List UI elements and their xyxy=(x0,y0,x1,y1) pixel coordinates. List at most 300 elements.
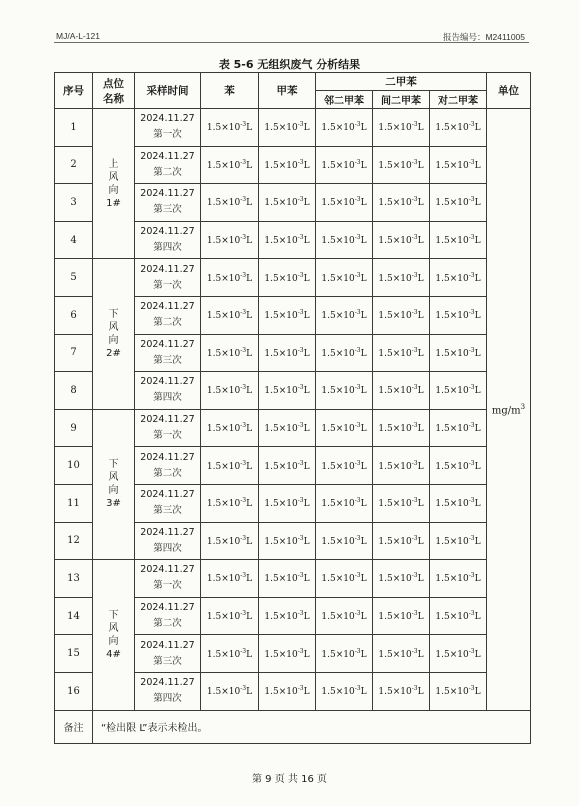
cell-o-xylene-value xyxy=(316,109,373,147)
value-exponent: -3 xyxy=(297,647,304,655)
value-base: 1.5×10 xyxy=(206,461,241,472)
cell-o-xylene-value xyxy=(316,259,373,297)
cell-sampling-time xyxy=(135,296,201,334)
cell-m-xylene-value xyxy=(373,447,430,485)
value-base: 1.5×10 xyxy=(206,574,241,585)
value-exponent: -3 xyxy=(354,610,361,618)
value-suffix: L xyxy=(303,160,310,171)
cell-p-xylene-value xyxy=(430,672,487,710)
value-exponent: -3 xyxy=(297,309,304,317)
value-suffix: L xyxy=(474,461,481,472)
cell-p-xylene-value xyxy=(430,635,487,673)
location-label-line: 向 xyxy=(108,335,119,347)
value-base: 1.5×10 xyxy=(264,499,298,510)
value-suffix: L xyxy=(246,160,253,171)
value-suffix: L xyxy=(360,649,367,660)
cell-m-xylene-value xyxy=(373,372,430,410)
value-exponent: -3 xyxy=(411,196,418,204)
unit-base: mg/m xyxy=(491,404,521,416)
value-suffix: L xyxy=(303,236,310,247)
value-suffix: L xyxy=(246,273,253,284)
cell-m-xylene-value xyxy=(373,334,430,372)
value-base: 1.5×10 xyxy=(264,236,298,247)
cell-seq: 14 xyxy=(55,597,93,635)
cell-benzene-value xyxy=(201,334,259,372)
value-base: 1.5×10 xyxy=(378,649,412,660)
location-label-line: 风 xyxy=(108,322,119,334)
value-exponent: -3 xyxy=(411,121,418,129)
value-base: 1.5×10 xyxy=(321,649,355,660)
value-exponent: -3 xyxy=(468,346,475,354)
sampling-round: 第二次 xyxy=(153,166,182,178)
report-number: 报告编号：M2411005 xyxy=(442,32,525,42)
value-suffix: L xyxy=(417,311,424,322)
value-exponent: -3 xyxy=(411,271,418,279)
value-base: 1.5×10 xyxy=(206,311,241,322)
cell-seq: 10 xyxy=(55,447,93,485)
value-base: 1.5×10 xyxy=(435,311,469,322)
value-suffix: L xyxy=(417,612,424,623)
cell-toluene-value xyxy=(259,221,316,259)
value-base: 1.5×10 xyxy=(378,536,412,547)
value-base: 1.5×10 xyxy=(378,236,412,247)
cell-m-xylene-value xyxy=(373,221,430,259)
value-suffix: L xyxy=(303,574,310,585)
cell-seq: 16 xyxy=(55,672,93,710)
value-suffix: L xyxy=(360,236,367,247)
value-base: 1.5×10 xyxy=(321,499,355,510)
value-suffix: L xyxy=(417,348,424,359)
value-base: 1.5×10 xyxy=(378,424,412,435)
value-suffix: L xyxy=(417,386,424,397)
value-base: 1.5×10 xyxy=(321,123,355,134)
value-base: 1.5×10 xyxy=(378,574,412,585)
cell-p-xylene-value xyxy=(430,484,487,522)
cell-seq: 5 xyxy=(55,259,93,297)
cell-p-xylene-value xyxy=(430,259,487,297)
cell-toluene-value xyxy=(259,522,316,560)
cell-m-xylene-value xyxy=(373,672,430,710)
value-base: 1.5×10 xyxy=(206,499,241,510)
value-exponent: -3 xyxy=(240,534,247,542)
value-suffix: L xyxy=(246,424,253,435)
value-exponent: -3 xyxy=(354,647,361,655)
value-exponent: -3 xyxy=(240,309,247,317)
col-point-header-line2: 名称 xyxy=(103,92,124,105)
cell-toluene-value xyxy=(259,296,316,334)
location-label-line: 风 xyxy=(108,171,119,183)
value-suffix: L xyxy=(360,424,367,435)
value-base: 1.5×10 xyxy=(435,198,469,209)
value-suffix: L xyxy=(303,311,310,322)
cell-benzene-value xyxy=(201,184,259,222)
cell-p-xylene-value xyxy=(430,372,487,410)
results-table xyxy=(54,72,531,744)
cell-benzene-value xyxy=(201,560,259,598)
value-base: 1.5×10 xyxy=(378,160,412,171)
cell-o-xylene-value xyxy=(316,635,373,673)
cell-location xyxy=(93,409,135,559)
value-suffix: L xyxy=(246,536,253,547)
cell-o-xylene-value xyxy=(316,484,373,522)
value-exponent: -3 xyxy=(354,346,361,354)
value-exponent: -3 xyxy=(411,346,418,354)
value-suffix: L xyxy=(474,424,481,435)
value-base: 1.5×10 xyxy=(435,160,469,171)
col-time-header: 采样时间 xyxy=(135,73,201,109)
cell-seq: 9 xyxy=(55,409,93,447)
cell-p-xylene-value xyxy=(430,447,487,485)
cell-sampling-time xyxy=(135,409,201,447)
cell-m-xylene-value xyxy=(373,184,430,222)
value-exponent: -3 xyxy=(411,534,418,542)
results-body xyxy=(55,109,531,711)
sampling-date: 2024.11.27 xyxy=(140,639,195,651)
sampling-date: 2024.11.27 xyxy=(140,263,195,275)
page-number: 第 9 页 共 16 页 xyxy=(252,774,327,785)
value-base: 1.5×10 xyxy=(378,687,412,698)
value-exponent: -3 xyxy=(468,309,475,317)
value-exponent: -3 xyxy=(354,234,361,242)
cell-o-xylene-value xyxy=(316,409,373,447)
value-exponent: -3 xyxy=(354,685,361,693)
value-exponent: -3 xyxy=(297,610,304,618)
location-label-line: 向 xyxy=(108,485,119,497)
cell-m-xylene-value xyxy=(373,259,430,297)
document-code: MJ/A-L-121 xyxy=(56,31,100,41)
value-exponent: -3 xyxy=(468,271,475,279)
cell-o-xylene-value xyxy=(316,597,373,635)
cell-p-xylene-value xyxy=(430,221,487,259)
cell-o-xylene-value xyxy=(316,334,373,372)
value-exponent: -3 xyxy=(468,685,475,693)
value-exponent: -3 xyxy=(297,572,304,580)
location-label-line: 2# xyxy=(106,348,121,360)
cell-p-xylene-value xyxy=(430,296,487,334)
location-label-line: 向 xyxy=(108,635,119,647)
value-exponent: -3 xyxy=(297,121,304,129)
value-suffix: L xyxy=(303,424,310,435)
value-base: 1.5×10 xyxy=(435,536,469,547)
col-xylene-header: 二甲苯 xyxy=(316,73,487,91)
value-base: 1.5×10 xyxy=(206,649,241,660)
value-suffix: L xyxy=(360,311,367,322)
cell-benzene-value xyxy=(201,522,259,560)
cell-sampling-time xyxy=(135,146,201,184)
table-row xyxy=(55,560,531,598)
value-exponent: -3 xyxy=(240,196,247,204)
value-base: 1.5×10 xyxy=(435,123,469,134)
cell-o-xylene-value xyxy=(316,184,373,222)
cell-p-xylene-value xyxy=(430,409,487,447)
cell-seq: 12 xyxy=(55,522,93,560)
cell-p-xylene-value xyxy=(430,597,487,635)
value-suffix: L xyxy=(360,687,367,698)
value-suffix: L xyxy=(474,649,481,660)
value-base: 1.5×10 xyxy=(435,574,469,585)
value-base: 1.5×10 xyxy=(435,612,469,623)
table-row xyxy=(55,409,531,447)
note-label: 备注 xyxy=(55,710,93,743)
sampling-date: 2024.11.27 xyxy=(140,526,195,538)
value-exponent: -3 xyxy=(240,497,247,505)
sampling-round: 第二次 xyxy=(153,618,182,630)
value-base: 1.5×10 xyxy=(264,574,298,585)
value-base: 1.5×10 xyxy=(378,461,412,472)
sampling-round: 第四次 xyxy=(153,242,182,254)
value-exponent: -3 xyxy=(354,121,361,129)
cell-unit xyxy=(487,109,531,711)
cell-benzene-value xyxy=(201,109,259,147)
cell-benzene-value xyxy=(201,146,259,184)
value-exponent: -3 xyxy=(468,610,475,618)
cell-benzene-value xyxy=(201,447,259,485)
value-exponent: -3 xyxy=(411,610,418,618)
value-base: 1.5×10 xyxy=(206,536,241,547)
unit-exponent: 3 xyxy=(520,402,526,411)
value-base: 1.5×10 xyxy=(321,348,355,359)
sampling-date: 2024.11.27 xyxy=(140,677,195,689)
cell-seq: 3 xyxy=(55,184,93,222)
cell-toluene-value xyxy=(259,484,316,522)
sampling-round: 第三次 xyxy=(153,655,182,667)
value-suffix: L xyxy=(360,348,367,359)
cell-seq: 4 xyxy=(55,221,93,259)
location-label-line: 1# xyxy=(106,197,121,209)
value-suffix: L xyxy=(303,198,310,209)
value-suffix: L xyxy=(417,687,424,698)
cell-m-xylene-value xyxy=(373,296,430,334)
value-exponent: -3 xyxy=(468,422,475,430)
cell-sampling-time xyxy=(135,447,201,485)
value-base: 1.5×10 xyxy=(435,386,469,397)
value-exponent: -3 xyxy=(240,610,247,618)
value-exponent: -3 xyxy=(354,309,361,317)
value-base: 1.5×10 xyxy=(378,198,412,209)
cell-seq: 2 xyxy=(55,146,93,184)
cell-seq: 11 xyxy=(55,484,93,522)
value-exponent: -3 xyxy=(297,459,304,467)
value-exponent: -3 xyxy=(297,497,304,505)
cell-benzene-value xyxy=(201,221,259,259)
value-suffix: L xyxy=(303,612,310,623)
cell-p-xylene-value xyxy=(430,522,487,560)
location-label-line: 4# xyxy=(106,648,121,660)
cell-location xyxy=(93,560,135,710)
value-base: 1.5×10 xyxy=(321,536,355,547)
location-label-line: 3# xyxy=(106,498,121,510)
value-suffix: L xyxy=(474,687,481,698)
value-base: 1.5×10 xyxy=(321,687,355,698)
value-exponent: -3 xyxy=(297,384,304,392)
value-base: 1.5×10 xyxy=(206,424,241,435)
cell-location xyxy=(93,259,135,409)
value-exponent: -3 xyxy=(354,271,361,279)
value-suffix: L xyxy=(417,649,424,660)
value-suffix: L xyxy=(303,687,310,698)
cell-sampling-time xyxy=(135,259,201,297)
value-base: 1.5×10 xyxy=(378,612,412,623)
value-base: 1.5×10 xyxy=(206,160,241,171)
cell-seq: 7 xyxy=(55,334,93,372)
sampling-date: 2024.11.27 xyxy=(140,338,195,350)
sampling-date: 2024.11.27 xyxy=(140,602,195,614)
cell-m-xylene-value xyxy=(373,146,430,184)
cell-o-xylene-value xyxy=(316,221,373,259)
sampling-date: 2024.11.27 xyxy=(140,376,195,388)
cell-toluene-value xyxy=(259,372,316,410)
value-exponent: -3 xyxy=(468,234,475,242)
value-base: 1.5×10 xyxy=(378,123,412,134)
col-point-header-line1: 点位 xyxy=(103,77,124,90)
cell-seq: 8 xyxy=(55,372,93,410)
cell-sampling-time xyxy=(135,109,201,147)
sampling-round: 第一次 xyxy=(153,430,182,442)
value-base: 1.5×10 xyxy=(264,123,298,134)
value-exponent: -3 xyxy=(297,534,304,542)
value-base: 1.5×10 xyxy=(264,461,298,472)
value-exponent: -3 xyxy=(240,647,247,655)
value-suffix: L xyxy=(360,574,367,585)
value-suffix: L xyxy=(417,574,424,585)
note-text: “检出限 L”表示未检出。 xyxy=(93,710,531,743)
cell-o-xylene-value xyxy=(316,146,373,184)
col-toluene-header: 甲苯 xyxy=(259,73,316,109)
cell-benzene-value xyxy=(201,635,259,673)
cell-m-xylene-value xyxy=(373,635,430,673)
value-base: 1.5×10 xyxy=(435,348,469,359)
value-exponent: -3 xyxy=(297,271,304,279)
col-m-xylene-header: 间二甲苯 xyxy=(373,91,430,109)
value-exponent: -3 xyxy=(411,572,418,580)
value-base: 1.5×10 xyxy=(378,499,412,510)
value-suffix: L xyxy=(360,612,367,623)
value-suffix: L xyxy=(417,160,424,171)
value-exponent: -3 xyxy=(297,422,304,430)
value-exponent: -3 xyxy=(240,572,247,580)
value-suffix: L xyxy=(303,273,310,284)
value-base: 1.5×10 xyxy=(435,461,469,472)
sampling-round: 第二次 xyxy=(153,467,182,479)
value-exponent: -3 xyxy=(411,647,418,655)
cell-toluene-value xyxy=(259,560,316,598)
value-base: 1.5×10 xyxy=(435,687,469,698)
value-base: 1.5×10 xyxy=(264,273,298,284)
value-suffix: L xyxy=(417,499,424,510)
value-base: 1.5×10 xyxy=(264,536,298,547)
value-suffix: L xyxy=(474,160,481,171)
value-suffix: L xyxy=(474,123,481,134)
sampling-round: 第一次 xyxy=(153,129,182,141)
value-base: 1.5×10 xyxy=(321,236,355,247)
col-o-xylene-header: 邻二甲苯 xyxy=(316,91,373,109)
sampling-date: 2024.11.27 xyxy=(140,188,195,200)
value-suffix: L xyxy=(474,536,481,547)
cell-toluene-value xyxy=(259,447,316,485)
cell-benzene-value xyxy=(201,296,259,334)
value-exponent: -3 xyxy=(240,158,247,166)
value-suffix: L xyxy=(246,649,253,660)
sampling-round: 第二次 xyxy=(153,317,182,329)
value-exponent: -3 xyxy=(240,422,247,430)
value-base: 1.5×10 xyxy=(435,649,469,660)
value-base: 1.5×10 xyxy=(264,160,298,171)
cell-seq: 6 xyxy=(55,296,93,334)
value-exponent: -3 xyxy=(411,685,418,693)
cell-m-xylene-value xyxy=(373,522,430,560)
value-exponent: -3 xyxy=(411,422,418,430)
value-base: 1.5×10 xyxy=(435,236,469,247)
cell-location xyxy=(93,109,135,259)
value-exponent: -3 xyxy=(354,572,361,580)
value-exponent: -3 xyxy=(354,384,361,392)
value-exponent: -3 xyxy=(468,572,475,580)
value-base: 1.5×10 xyxy=(264,386,298,397)
sampling-round: 第一次 xyxy=(153,279,182,291)
value-suffix: L xyxy=(474,311,481,322)
value-base: 1.5×10 xyxy=(206,273,241,284)
value-suffix: L xyxy=(246,348,253,359)
cell-toluene-value xyxy=(259,409,316,447)
value-exponent: -3 xyxy=(240,685,247,693)
cell-toluene-value xyxy=(259,184,316,222)
value-base: 1.5×10 xyxy=(321,424,355,435)
cell-toluene-value xyxy=(259,635,316,673)
cell-benzene-value xyxy=(201,597,259,635)
col-unit-header: 单位 xyxy=(487,73,531,109)
value-suffix: L xyxy=(474,612,481,623)
value-suffix: L xyxy=(246,386,253,397)
location-label-line: 下 xyxy=(108,459,119,471)
value-base: 1.5×10 xyxy=(435,499,469,510)
value-exponent: -3 xyxy=(411,234,418,242)
location-label-line: 上 xyxy=(108,158,119,170)
value-suffix: L xyxy=(246,236,253,247)
cell-sampling-time xyxy=(135,184,201,222)
cell-toluene-value xyxy=(259,259,316,297)
sampling-round: 第三次 xyxy=(153,204,182,216)
value-exponent: -3 xyxy=(411,158,418,166)
value-base: 1.5×10 xyxy=(264,198,298,209)
sampling-date: 2024.11.27 xyxy=(140,301,195,313)
value-exponent: -3 xyxy=(240,271,247,279)
cell-sampling-time xyxy=(135,484,201,522)
value-exponent: -3 xyxy=(411,497,418,505)
value-base: 1.5×10 xyxy=(321,160,355,171)
value-suffix: L xyxy=(360,160,367,171)
cell-sampling-time xyxy=(135,522,201,560)
value-suffix: L xyxy=(474,499,481,510)
value-base: 1.5×10 xyxy=(321,311,355,322)
cell-benzene-value xyxy=(201,259,259,297)
value-suffix: L xyxy=(474,386,481,397)
value-suffix: L xyxy=(246,198,253,209)
value-exponent: -3 xyxy=(468,384,475,392)
cell-m-xylene-value xyxy=(373,560,430,598)
value-suffix: L xyxy=(417,236,424,247)
sampling-date: 2024.11.27 xyxy=(140,226,195,238)
cell-benzene-value xyxy=(201,372,259,410)
value-suffix: L xyxy=(246,123,253,134)
cell-o-xylene-value xyxy=(316,372,373,410)
cell-benzene-value xyxy=(201,672,259,710)
value-exponent: -3 xyxy=(468,534,475,542)
value-suffix: L xyxy=(417,461,424,472)
cell-toluene-value xyxy=(259,334,316,372)
value-base: 1.5×10 xyxy=(378,348,412,359)
location-label-line: 向 xyxy=(108,184,119,196)
cell-p-xylene-value xyxy=(430,334,487,372)
